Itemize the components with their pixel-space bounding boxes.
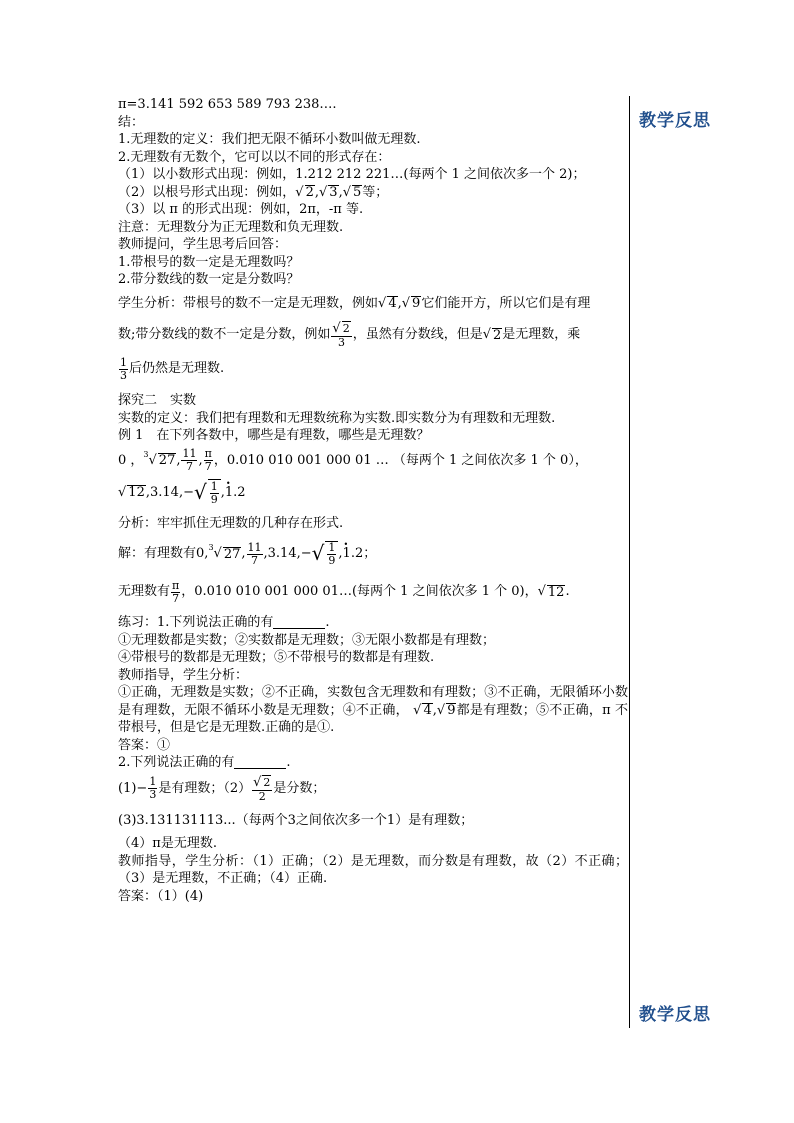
- exercise-2: 2.下列说法正确的有 .: [118, 755, 291, 770]
- answer-blank: [273, 616, 325, 629]
- exercise-2-answer: 答案：（1）(4): [118, 888, 204, 904]
- student-analysis-line1: 学生分析：带根号的数不一定是无理数，例如 √ 4 , √ 9 它们能开方，所以它们是有理: [118, 295, 591, 311]
- question-1: 1.带根号的数一定是无理数吗？: [118, 254, 300, 270]
- solution-irrational: 无理数有 $\frac{\pi}{7}$ ，0.010 010 001 000 01…(每两个 1 之间依次多 1 个 0)， √ 12 .: [118, 578, 570, 605]
- example-1-numbers-line2: √ 12 , 3.14 , − √ $\frac{1}{9}$ , • 1.2: [118, 477, 628, 509]
- solution-rational: 解：有理数有 0 , 3 √ 27 , $\frac{11}{7}$ , 3.14 , − √ $\frac{1}{9}$ , • 1.2 ；: [118, 538, 628, 570]
- pi-form: （3）以 π 的形式出现：例如，2π，-π 等.: [118, 202, 364, 217]
- column-divider: [629, 96, 630, 1028]
- section-real-numbers: 探究二 实数: [118, 393, 197, 408]
- exercise-1-options-a: ①无理数都是实数；②实数都是无理数；③无限小数都是有理数；: [118, 632, 496, 648]
- exercise-2-item-4: （4）π是无理数.: [118, 836, 217, 851]
- exercise-2-items-1-2: (1)− $\frac{1}{3}$ 是有理数；（2） $\frac{√ 2}{2}$ 是分数；: [118, 774, 326, 803]
- fraction-sqrt2-over-3: $\frac{√ 2}{3}$: [332, 321, 350, 349]
- pi-value: π=3.141 592 653 589 793 238….: [118, 97, 337, 112]
- example-1-numbers-line1: 0 ， 3 √ 27 , $\frac{11}{7}$ , $\frac{\pi}{7}$ ，0.010 010 001 000 01 … （每两个 1 之间依次多 1 个 0），: [118, 447, 588, 473]
- fraction-one-third: $\frac{1}{3}$: [120, 355, 127, 382]
- summary-label: 结：: [118, 114, 145, 130]
- irrational-definition: 1.无理数的定义：我们把无限不循环小数叫做无理数.: [118, 132, 421, 147]
- lesson-content: [118, 96, 628, 905]
- exercise-2-item-3: (3)3.131131113...（每两个3之间依次多一个1）是有理数；: [118, 812, 474, 828]
- exercise-1: 练习：1.下列说法正确的有 .: [118, 615, 330, 630]
- note: 注意：无理数分为正无理数和负无理数.: [118, 219, 344, 235]
- exercise-1-answer: 答案：①: [118, 737, 171, 753]
- teaching-reflection-title-bottom: 教学反思: [639, 1005, 711, 1025]
- real-definition: 实数的定义：我们把有理数和无理数统称为实数.即实数分为有理数和无理数.: [118, 410, 556, 426]
- exercise-1-analysis: ①正确，无理数是实数；②不正确，实数包含无理数和有理数；③不正确，无限循环小数是有理数，无限不循环小数是无理数；④不正确， √ 4,√ 9都是有理数；⑤不正确，π 不带根号，但是它是无理数.正确的是①.: [118, 685, 628, 735]
- exercise-1-options-b: ④带根号的数都是无理数；⑤不带根号的数都是有理数.: [118, 650, 435, 665]
- teacher-guide-1: 教师指导，学生分析：: [118, 667, 249, 683]
- irrational-forms: 2.无理数有无数个，它可以以不同的形式存在：: [118, 149, 391, 165]
- radical-form: （2）以根号形式出现：例如， √ 2 , √ 3 , √ 5 等；: [118, 184, 389, 200]
- student-analysis-line3: $\frac{1}{3}$ 后仍然是无理数.: [120, 355, 225, 382]
- question-2: 2.带分数线的数一定是分数吗？: [118, 272, 300, 287]
- example-analysis: 分析：牢牢抓住无理数的几种存在形式.: [118, 515, 344, 531]
- example-1: 例 1 在下列各数中，哪些是有理数，哪些是无理数？: [118, 428, 430, 443]
- exercise-2-analysis: 教师指导，学生分析：（1）正确；（2）是无理数，而分数是有理数，故（2）不正确；（3）是无理数，不正确；（4）正确.: [118, 853, 628, 886]
- teacher-question: 教师提问，学生思考后回答：: [118, 237, 288, 252]
- student-analysis-line2: 数;带分数线的数不一定是分数，例如 $\frac{√ 2}{3}$ ，虽然有分数线，但是 √ 2 是无理数，乘: [118, 321, 581, 349]
- decimal-form: （1）以小数形式出现：例如，1.212 212 221…(每两个 1 之间依次多一个 2)；: [118, 167, 586, 182]
- answer-blank: [234, 756, 286, 769]
- teaching-reflection-title: 教学反思: [639, 111, 711, 131]
